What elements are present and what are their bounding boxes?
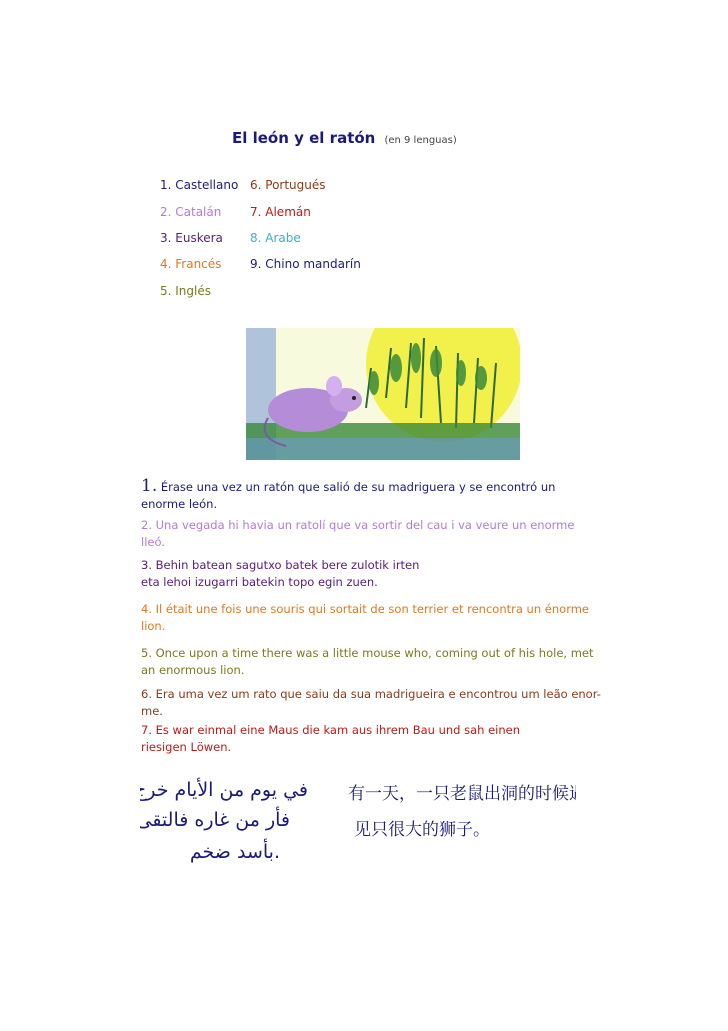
language-item-chino	[250, 257, 361, 271]
paragraph-text: 5. Once upon a time there was a little mouse who, coming out of his hole, met an enormous lion.	[141, 646, 594, 677]
paragraph-number: 1.	[141, 476, 158, 496]
paragraph-ingles	[141, 645, 601, 679]
language-item-frances	[160, 257, 221, 271]
chinese-line: 见只很大的狮子。	[354, 820, 490, 840]
paragraph-text: 2. Una vegada hi havia un ratolí que va sortir del cau i va veure un enorme lleó.	[141, 518, 575, 549]
story-illustration	[246, 328, 520, 460]
paragraph-aleman	[141, 722, 561, 756]
paragraph-text: 4. Il était une fois une souris qui sortait de son terrier et rencontra un énorme lion.	[141, 602, 589, 633]
arabic-handwriting	[140, 768, 310, 868]
language-item-portugues	[250, 178, 326, 192]
arabic-line: بأسد ضخم.	[189, 841, 280, 863]
title-main: El león y el ratón	[232, 129, 376, 147]
paragraph-text: 6. Era uma vez um rato que saiu da sua madrigueira e encontrou um leão enor-me.	[141, 687, 601, 718]
language-label: 9. Chino mandarín	[250, 257, 361, 271]
chinese-handwriting	[346, 775, 576, 845]
language-label: 5. Inglés	[160, 284, 211, 298]
paragraph-text: 3. Behin batean sagutxo batek bere zulotik irten eta lehoi izugarri batekin topo egin zuen.	[141, 558, 420, 589]
illustration-drawing	[246, 328, 520, 460]
paragraph-catalan	[141, 517, 601, 551]
paragraph-euskera	[141, 557, 441, 591]
language-item-euskera	[160, 231, 223, 245]
paragraph-castellano	[141, 478, 601, 513]
language-item-castellano	[160, 178, 238, 192]
language-label: 8. Arabe	[250, 231, 301, 245]
language-label: 1. Castellano	[160, 178, 239, 192]
title-subtitle: (en 9 lenguas)	[384, 135, 457, 146]
language-label: 7. Alemán	[250, 205, 311, 219]
arabic-line: في يوم من الأيام خرج	[140, 779, 308, 801]
paragraph-frances	[141, 601, 601, 635]
language-item-ingles	[160, 284, 211, 298]
page-title	[232, 128, 457, 147]
language-label: 6. Portugués	[250, 178, 326, 192]
arabic-line: فأر من غاره فالتقى	[140, 809, 290, 831]
language-label: 3. Euskera	[160, 231, 223, 245]
chinese-line: 有一天，一只老鼠出洞的时候遇	[348, 784, 576, 804]
language-item-aleman	[250, 205, 311, 219]
paragraph-text: Érase una vez un ratón que salió de su madriguera y se encontró un enorme león.	[141, 480, 556, 511]
language-item-arabe	[250, 231, 301, 245]
paragraph-text: 7. Es war einmal eine Maus die kam aus ihrem Bau und sah einen riesigen Löwen.	[141, 723, 521, 754]
language-label: 2. Catalán	[160, 205, 222, 219]
language-item-catalan	[160, 205, 221, 219]
paragraph-portugues	[141, 686, 601, 720]
language-label: 4. Francés	[160, 257, 222, 271]
